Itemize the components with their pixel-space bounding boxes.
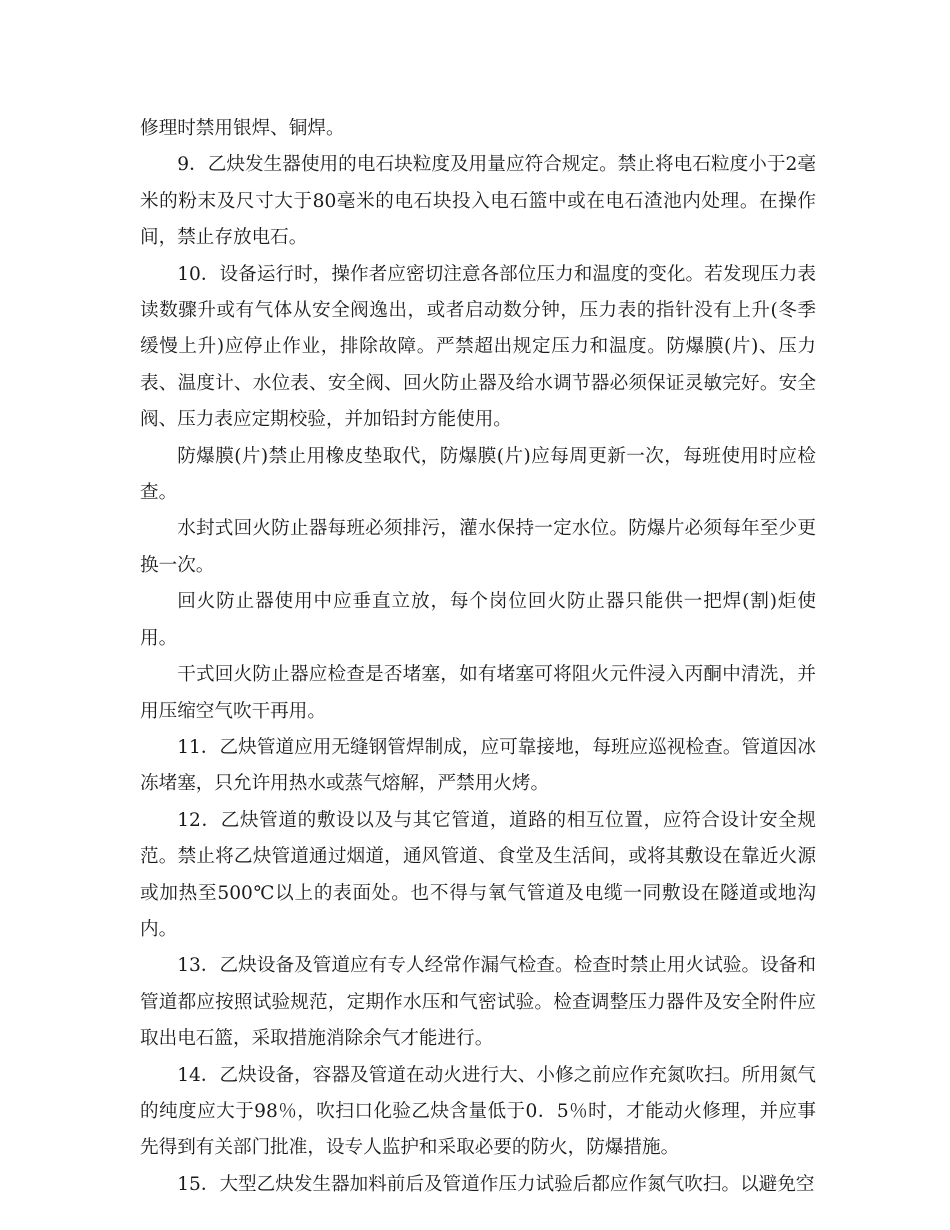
paragraph-item-14: 14．乙炔设备，容器及管道在动火进行大、小修之前应作充氮吹扫。所用氮气的纯度应大于98％，吹扫口化验乙炔含量低于0．5％时，才能动火修理，并应事先得到有关部门批准，设专人监护和采取必要的防火，防爆措施。: [140, 1064, 816, 1159]
paragraph-item-9: 9．乙炔发生器使用的电石块粒度及用量应符合规定。禁止将电石粒度小于2毫米的粉末及尺寸大于80毫米的电石块投入电石篮中或在电石渣池内处理。在操作间，禁止存放电石。: [140, 154, 816, 249]
paragraph-water-seal-arrester: 水封式回火防止器每班必须排污，灌水保持一定水位。防爆片必须每年至少更换一次。: [140, 518, 816, 576]
paragraph-item-11: 11．乙炔管道应用无缝钢管焊制成，应可靠接地，每班应巡视检查。管道因冰冻堵塞，只允许用热水或蒸气熔解，严禁用火烤。: [140, 736, 816, 795]
paragraph-explosion-membrane: 防爆膜(片)禁止用橡皮垫取代，防爆膜(片)应每周更新一次，每班使用时应检查。: [140, 445, 816, 504]
document-body: [140, 111, 816, 1203]
paragraph-item-10: 10．设备运行时，操作者应密切注意各部位压力和温度的变化。若发现压力表读数骤升或有气体从安全阀逸出，或者启动数分钟，压力表的指针没有上升(冬季缓慢上升)应停止作业，排除故障。严禁超出规定压力和温度。防爆膜(片)、压力表、温度计、水位表、安全阀、回火防止器及给水调节器必须保证灵敏完好。安全阀、压力表应定期校验，并加铅封方能使用。: [140, 263, 816, 431]
paragraph-item-15: 15．大型乙炔发生器加料前后及管道作压力试验后都应作氮气吹扫。以避免空: [177, 1173, 815, 1195]
paragraph-continued: 修理时禁用银焊、铜焊。: [140, 118, 345, 139]
paragraph-item-12: 12．乙炔管道的敷设以及与其它管道，道路的相互位置，应符合设计安全规范。禁止将乙炔管道通过烟道，通风管道、食堂及生活间，或将其敷设在靠近火源或加热至500℃以上的表面处。也不得与氧气管道及电缆一同敷设在隧道或地沟内。: [140, 809, 816, 940]
paragraph-item-13: 13．乙炔设备及管道应有专人经常作漏气检查。检查时禁止用火试验。设备和管道都应按照试验规范，定期作水压和气密试验。检查调整压力器件及安全附件应取出电石篮，采取措施消除余气才能进行。: [140, 955, 816, 1050]
paragraph-arrester-usage: 回火防止器使用中应垂直立放，每个岗位回火防止器只能供一把焊(割)炬使用。: [140, 591, 816, 649]
paragraph-dry-arrester: 干式回火防止器应检查是否堵塞，如有堵塞可将阻火元件浸入丙酮中清洗，并用压缩空气吹干再用。: [140, 664, 816, 722]
